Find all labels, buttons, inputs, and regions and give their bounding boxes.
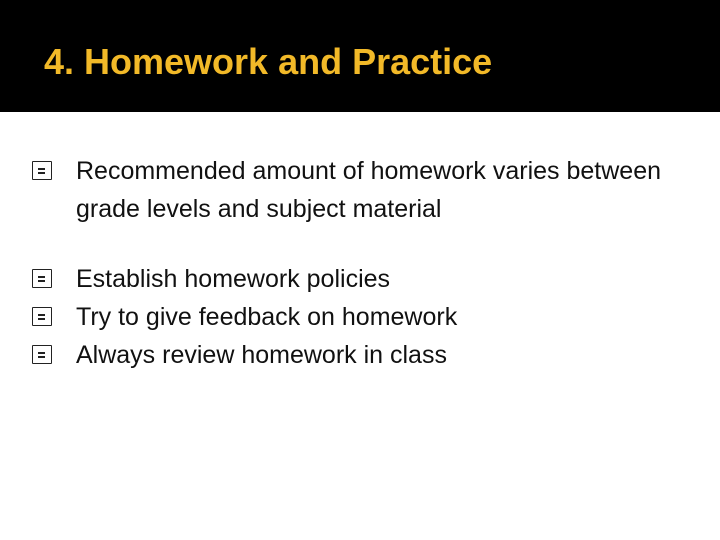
unknown-glyph-box-icon: [32, 307, 52, 326]
slide-title-bar: [0, 0, 720, 112]
bullet-item: [32, 152, 712, 228]
bullet-item: [32, 298, 712, 336]
bullet-list: [32, 152, 712, 374]
unknown-glyph-box-icon: [32, 345, 52, 364]
bullet-text: Always review homework in class: [76, 341, 447, 369]
unknown-glyph-box-icon: [32, 161, 52, 180]
bullet-text: Recommended amount of homework varies between grade levels and subject material: [76, 157, 662, 223]
bullet-text: Try to give feedback on homework: [76, 303, 458, 331]
bullet-item: [32, 260, 712, 298]
slide-title: 4. Homework and Practice: [44, 41, 493, 82]
bullet-item: [32, 336, 712, 374]
bullet-text: Establish homework policies: [76, 265, 391, 293]
unknown-glyph-box-icon: [32, 269, 52, 288]
